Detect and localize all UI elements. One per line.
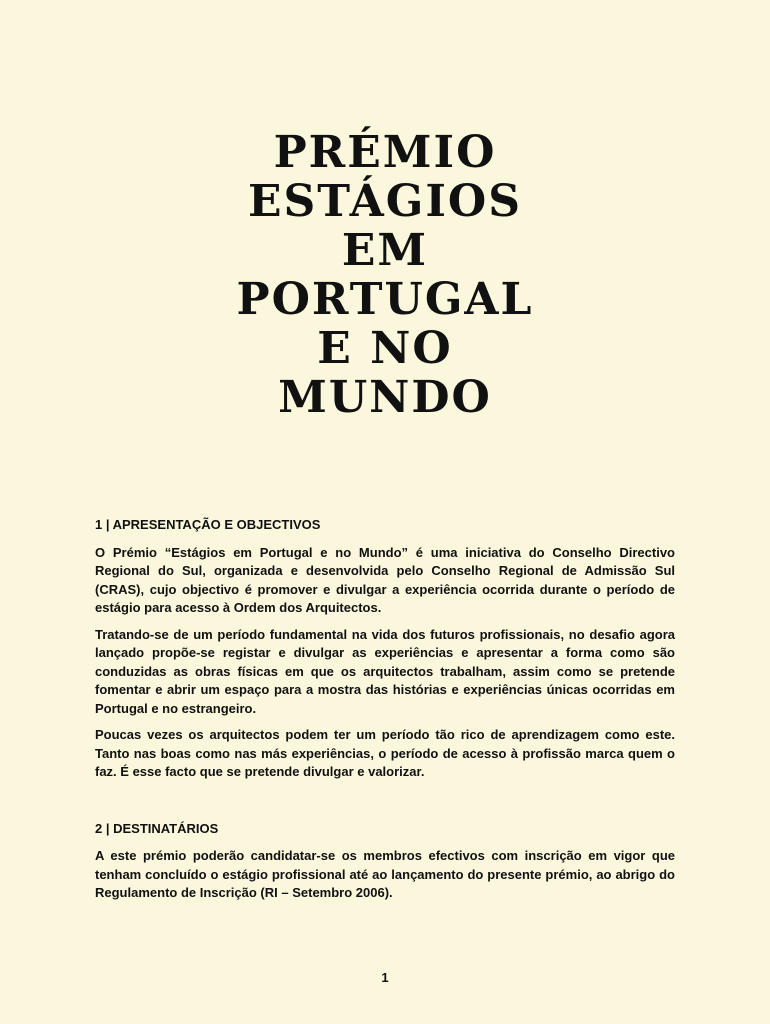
paragraph: Tratando-se de um período fundamental na vida dos futuros profissionais, no desafio agora lançado propõe-se registar e divulgar as experiências e apresentar a forma como são conduzidas as obras físicas em que os arquitectos trabalham, assim como se pretende fomentar e abrir um espaço para a mostra das histórias e experiências únicas ocorridas em Portugal e no estrangeiro. (95, 626, 675, 716)
section-heading: 2 | DESTINATÁRIOS (95, 820, 219, 836)
paragraph: Poucas vezes os arquitectos podem ter um período tão rico de aprendizagem como este. Tanto nas boas como nas más experiências, o período de acesso à profissão marca quem o faz. É esse facto que se pretende divulgar e valorizar. (95, 727, 675, 779)
title-line: PORTUGAL (236, 274, 534, 325)
title-line: EM (341, 225, 429, 276)
paragraph: A este prémio poderão candidatar-se os membros efectivos com inscrição em vigor que tenham concluído o estágio profissional até ao lançamento do presente prémio, ao abrigo do Regulamento de Inscrição (RI – Setembro 2006). (95, 848, 675, 900)
title-line: ESTÁGIOS (247, 176, 523, 227)
title-line: E NO (317, 323, 453, 374)
page-number: 1 (381, 970, 389, 985)
section-divider (95, 790, 675, 820)
section-heading: 1 | APRESENTAÇÃO E OBJECTIVOS (95, 517, 321, 532)
page-title (0, 128, 770, 422)
document-body (95, 516, 675, 911)
paragraph: O Prémio “Estágios em Portugal e no Mundo” é uma iniciativa do Conselho Directivo Regional do Sul, organizada e desenvolvida pelo Conselho Regional de Admissão Sul (CRAS), cujo objectivo é promover e divulgar a experiência ocorrida durante o período de estágio para acesso à Ordem dos Arquitectos. (95, 544, 675, 615)
title-line: PRÉMIO (273, 127, 497, 178)
section-destinatarios (95, 820, 675, 903)
section-apresentacao (95, 516, 675, 782)
title-line: MUNDO (278, 372, 492, 423)
